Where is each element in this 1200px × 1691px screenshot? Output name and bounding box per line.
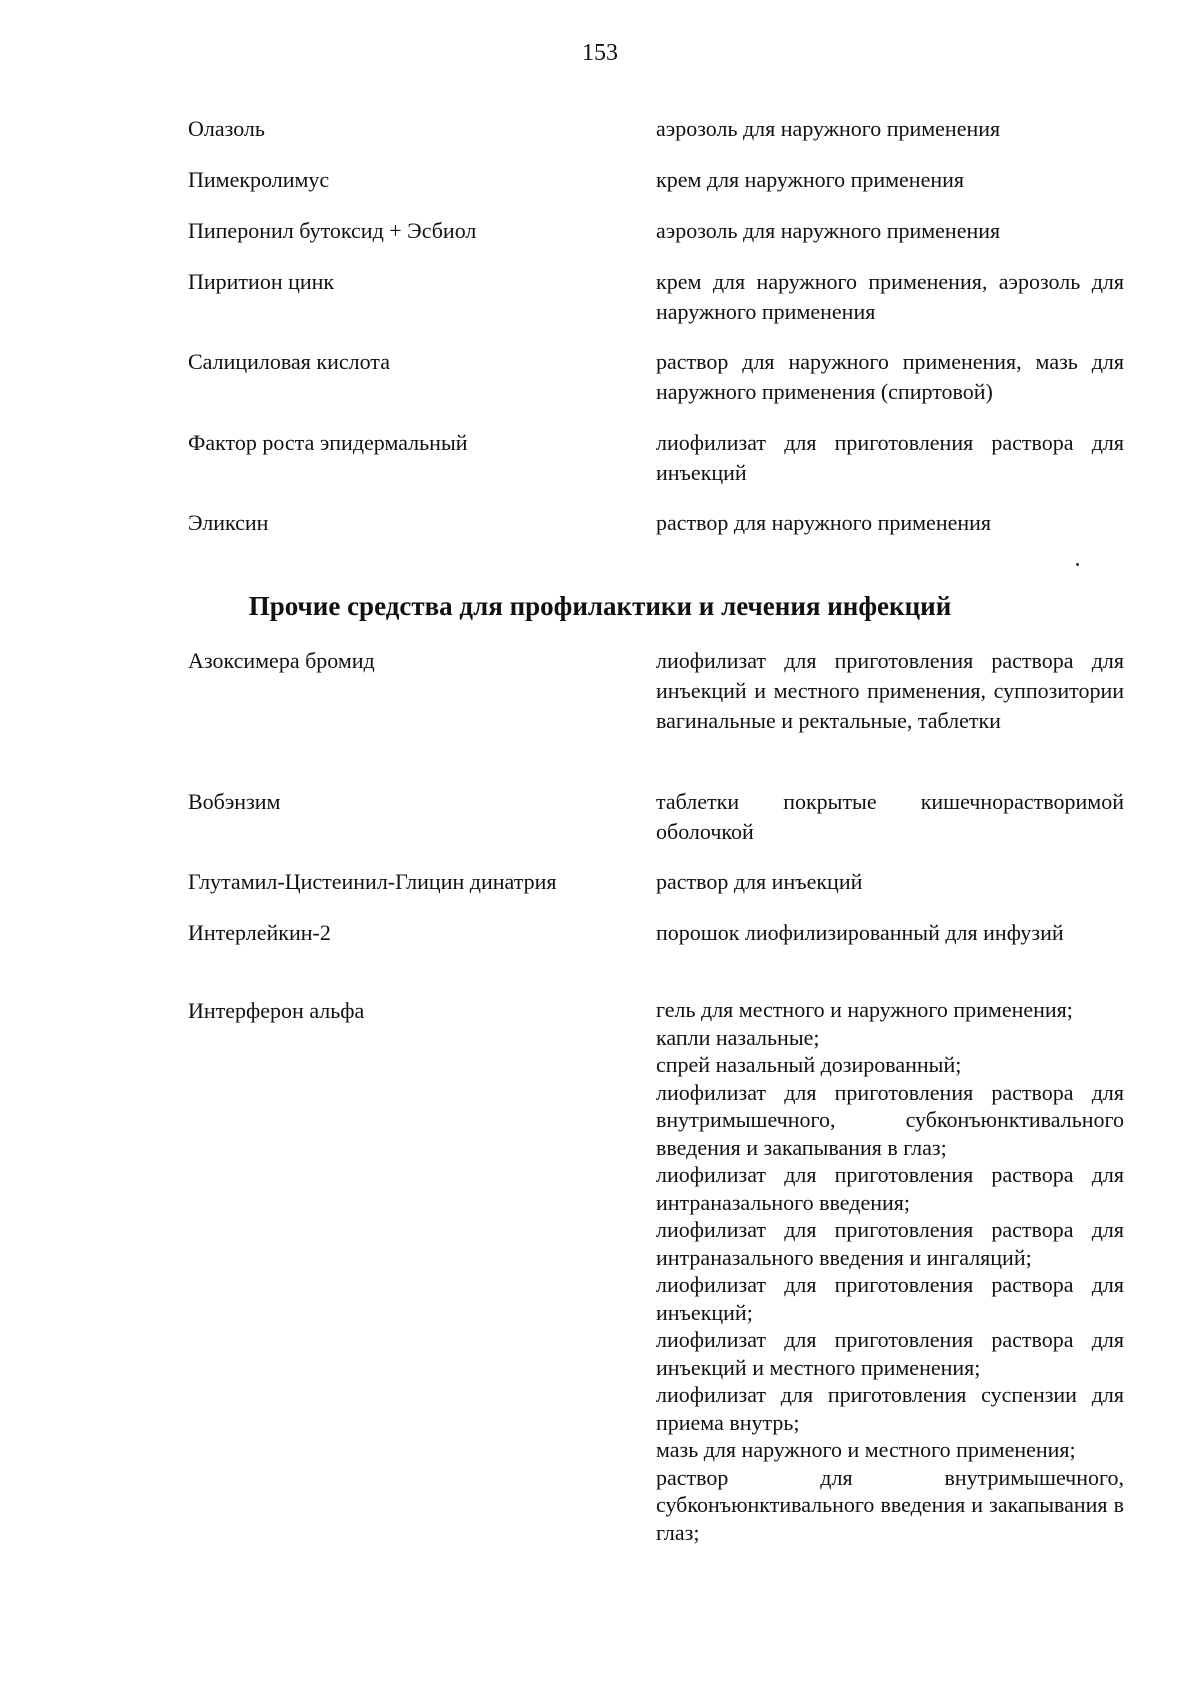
- section-title: Прочие средства для профилактики и лечения инфекций: [248, 591, 952, 621]
- drug-name: Пиритион цинк: [188, 269, 335, 294]
- drug-name: Интерлейкин-2: [188, 920, 331, 945]
- drug-form: лиофилизат для приготовления раствора для инъекций: [656, 430, 1124, 485]
- form-item: лиофилизат для приготовления раствора для интраназального введения и ингаляций;: [656, 1217, 1124, 1270]
- drug-form: лиофилизат для приготовления раствора для инъекций и местного применения, суппозитории вагинальные и ректальные, таблетки: [656, 648, 1124, 733]
- drug-name: Пиперонил бутоксид + Эсбиол: [188, 218, 477, 243]
- drug-form: аэрозоль для наружного применения: [656, 116, 1001, 141]
- drug-form: раствор для наружного применения: [656, 510, 992, 535]
- drug-form: таблетки покрытые кишечнорастворимой оболочкой: [656, 789, 1124, 844]
- page-number: 153: [582, 40, 618, 66]
- drug-name: Олазоль: [188, 116, 265, 141]
- form-item: гель для местного и наружного применения;: [656, 997, 1073, 1022]
- drug-form: раствор для наружного применения, мазь для наружного применения (спиртовой): [656, 349, 1124, 404]
- drug-name: Эликсин: [188, 510, 269, 535]
- drug-form: крем для наружного применения: [656, 167, 965, 192]
- drug-name: Интерферон альфа: [188, 998, 365, 1023]
- drug-name: Вобэнзим: [188, 789, 281, 814]
- drug-form-list: [656, 996, 1124, 1546]
- form-item: лиофилизат для приготовления раствора для внутримышечного, субконъюнктивального введения и закапывания в глаз;: [656, 1079, 1124, 1160]
- drug-name: Салициловая кислота: [188, 349, 390, 374]
- form-item: спрей назальный дозированный;: [656, 1052, 962, 1077]
- drug-form: крем для наружного применения, аэрозоль для наружного применения: [656, 269, 1124, 324]
- form-item: лиофилизат для приготовления суспензии для приема внутрь;: [656, 1382, 1124, 1435]
- drug-form: аэрозоль для наружного применения: [656, 218, 1001, 243]
- form-item: лиофилизат для приготовления раствора для инъекций и местного применения;: [656, 1327, 1124, 1380]
- form-item: лиофилизат для приготовления раствора для интраназального введения;: [656, 1162, 1124, 1215]
- drug-name: Азоксимера бромид: [188, 648, 375, 673]
- form-item: лиофилизат для приготовления раствора для инъекций;: [656, 1272, 1124, 1325]
- form-item: раствор для внутримышечного, субконъюнктивального введения и закапывания в глаз;: [656, 1464, 1124, 1545]
- drug-name: Фактор роста эпидермальный: [188, 430, 468, 455]
- form-item: капли назальные;: [656, 1024, 820, 1050]
- drug-name: Глутамил-Цистеинил-Глицин динатрия: [188, 869, 557, 894]
- drug-form: раствор для инъекций: [656, 869, 863, 894]
- form-item: мазь для наружного и местного применения;: [656, 1437, 1076, 1462]
- drug-name: Пимекролимус: [188, 167, 330, 192]
- drug-form: порошок лиофилизированный для инфузий: [656, 920, 1064, 945]
- scan-speck: [1076, 563, 1079, 566]
